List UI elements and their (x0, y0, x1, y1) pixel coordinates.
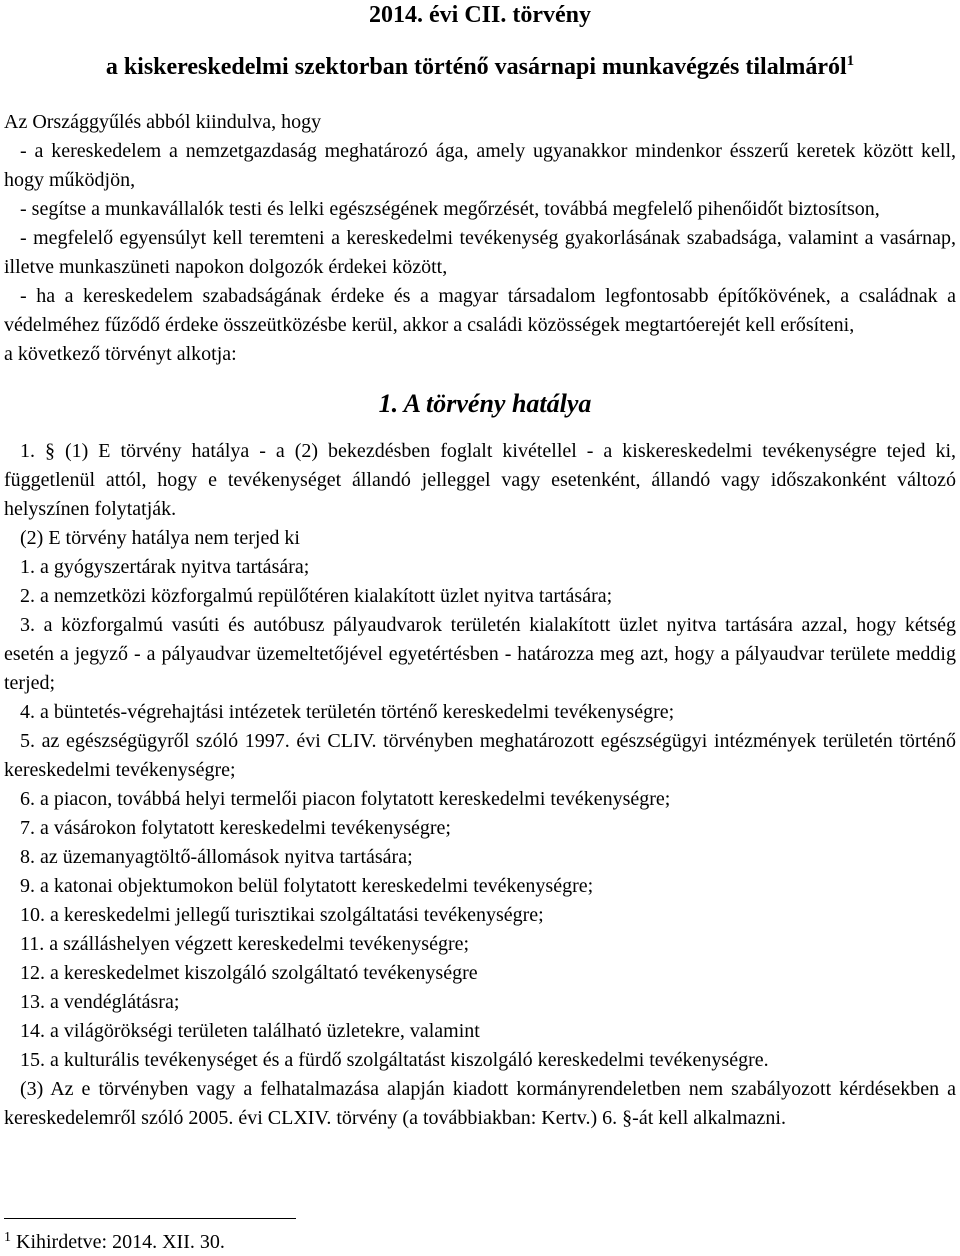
preamble-item: - ha a kereskedelem szabadságának érdeke és a magyar társadalom legfontosabb építőkövének, a családnak a védelméhez fűződő érdeke összeütközésbe kerül, akkor a családi közösségek megtartóerejét kell erősíteni, (4, 285, 956, 336)
footnote (4, 1228, 225, 1256)
section-paragraph-3: (3) Az e törvényben vagy a felhatalmazása alapján kiadott kormányrendeletben nem szabályozott kérdésekben a kereskedelemről szóló 2005. évi CLXIV. törvény (a továbbiakban: Kertv.) 6. §-át kell alkalmazni. (4, 1078, 956, 1129)
list-item: 1. a gyógyszertárak nyitva tartására; (20, 556, 310, 578)
list-item: 7. a vásárokon folytatott kereskedelmi tevékenységre; (20, 817, 451, 839)
footnote-divider (4, 1218, 296, 1219)
exemption-list (4, 553, 956, 1075)
section-heading: 1. A törvény hatálya (378, 389, 592, 418)
preamble-intro: Az Országgyűlés abból kiindulva, hogy (4, 111, 322, 133)
list-item: 11. a szálláshelyen végzett kereskedelmi tevékenységre; (20, 933, 470, 955)
list-item: 14. a világörökségi területen található üzletekre, valamint (20, 1020, 480, 1042)
footnote-mark: 1 (4, 1230, 11, 1245)
section-paragraph-2-intro: (2) E törvény hatálya nem terjed ki (20, 527, 300, 549)
list-item: 5. az egészségügyről szóló 1997. évi CLIV. törvényben meghatározott egészségügyi intézmények területén történő kereskedelmi tevékenységre; (4, 730, 956, 781)
section-paragraph-1: 1. § (1) E törvény hatálya - a (2) bekezdésben foglalt kivétellel - a kiskereskedelmi tevékenységre tejed ki, függetlenül attól, hogy e tevékenységet állandó jelleggel vagy esetenként, állandó vagy időszakonként változó helyszínen folytatják. (4, 440, 956, 520)
list-item: 9. a katonai objektumokon belül folytatott kereskedelmi tevékenységre; (20, 875, 594, 897)
law-title: 2014. évi CII. törvény (369, 2, 591, 28)
list-item: 10. a kereskedelmi jellegű turisztikai szolgáltatási tevékenységre; (20, 904, 544, 926)
list-item: 3. a közforgalmú vasúti és autóbusz pályaudvarok területén kialakított üzlet nyitva tartására azzal, hogy kétség esetén a jegyző - a pályaudvar üzemeltetőjével egyetértésben - határozza meg azt, hogy a pályaudvar területe meddig terjed; (4, 614, 956, 694)
footnote-text: Kihirdetve: 2014. XII. 30. (16, 1231, 225, 1253)
list-item: 2. a nemzetközi közforgalmú repülőtéren kialakított üzlet nyitva tartására; (20, 585, 613, 607)
list-item: 13. a vendéglátásra; (20, 991, 180, 1013)
document-body (4, 108, 956, 1133)
list-item: 8. az üzemanyagtöltő-állomások nyitva tartására; (20, 846, 413, 868)
list-item: 12. a kereskedelmet kiszolgáló szolgáltató tevékenységre (20, 962, 478, 984)
preamble-item: - megfelelő egyensúlyt kell teremteni a kereskedelmi tevékenység gyakorlásának szabadsága, valamint a vasárnap, illetve munkaszüneti napokon dolgozók érdekei között, (4, 227, 956, 278)
preamble-item: - a kereskedelem a nemzetgazdaság meghatározó ága, amely ugyanakkor mindenkor ésszerű keretek között kell, hogy működjön, (4, 140, 956, 191)
preamble-closing: a következő törvényt alkotja: (4, 343, 237, 365)
law-subtitle-text: a kiskereskedelmi szektorban történő vasárnapi munkavégzés tilalmáról (105, 54, 847, 80)
law-subtitle (4, 52, 956, 82)
list-item: 6. a piacon, továbbá helyi termelői piacon folytatott kereskedelmi tevékenységre; (20, 788, 671, 810)
list-item: 15. a kulturális tevékenységet és a fürdő szolgáltatást kiszolgáló kereskedelmi tevékenységre. (20, 1049, 769, 1071)
list-item: 4. a büntetés-végrehajtási intézetek területén történő kereskedelmi tevékenységre; (20, 701, 675, 723)
preamble-item: - segítse a munkavállalók testi és lelki egészségének megőrzését, továbbá megfelelő pihenőidőt biztosítson, (20, 198, 880, 220)
footnote-reference: 1 (846, 53, 855, 69)
